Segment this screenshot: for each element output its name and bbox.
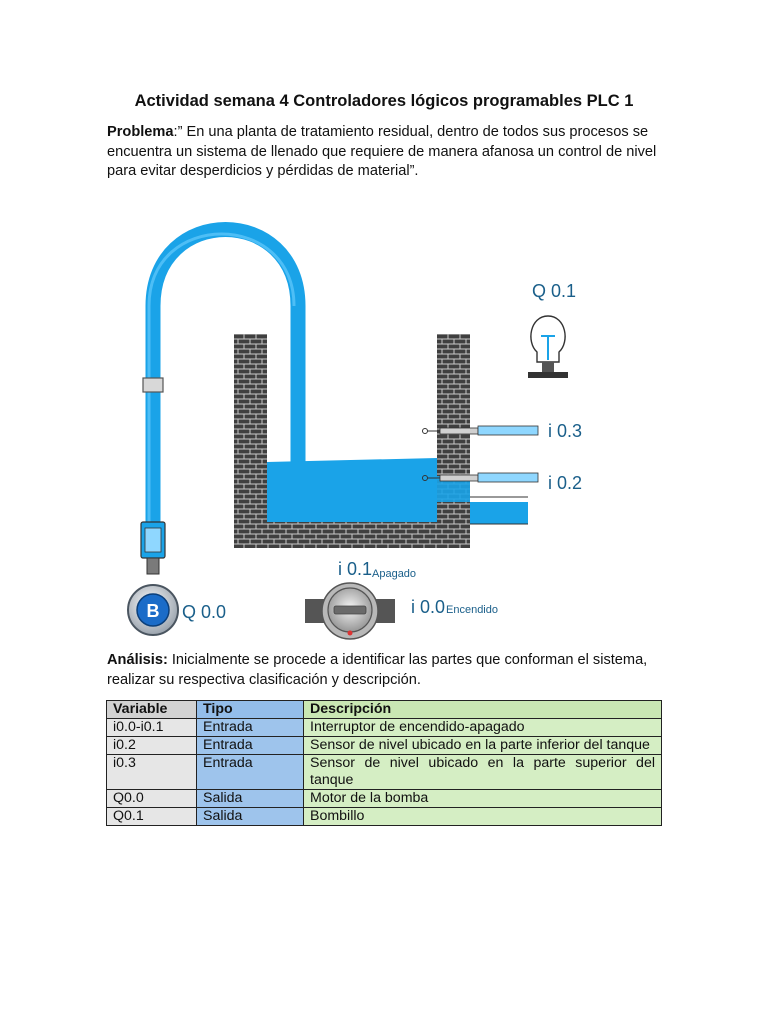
cell-tipo: Salida xyxy=(197,790,304,808)
pump-letter: B xyxy=(146,601,160,621)
switch-on-text: Encendido xyxy=(446,604,498,616)
cell-variable: i0.3 xyxy=(107,755,197,790)
problem-label: Problema xyxy=(107,124,174,140)
cell-descripcion: Bombillo xyxy=(304,808,662,826)
tank-water xyxy=(267,458,437,522)
analysis-paragraph xyxy=(107,651,663,690)
page-title: Actividad semana 4 Controladores lógicos programables PLC 1 xyxy=(134,92,634,110)
switch-off-label: i 0.1 xyxy=(338,559,373,579)
cell-variable: i0.0-i0.1 xyxy=(107,719,197,737)
sensor-low-label: i 0.2 xyxy=(548,473,583,493)
tank-floor xyxy=(234,522,470,548)
cell-tipo: Salida xyxy=(197,808,304,826)
problem-statement xyxy=(107,123,663,182)
pipe-clamp xyxy=(143,378,163,392)
switch-on-label: i 0.0 xyxy=(411,597,446,617)
cell-tipo: Entrada xyxy=(197,737,304,755)
table-row xyxy=(107,755,662,790)
cell-variable: i0.2 xyxy=(107,737,197,755)
header-descripcion: Descripción xyxy=(304,701,662,719)
table-row xyxy=(107,719,662,737)
header-tipo: Tipo xyxy=(197,701,304,719)
cell-tipo: Entrada xyxy=(197,719,304,737)
pump-label: Q 0.0 xyxy=(182,602,227,622)
table-header-row xyxy=(107,701,662,719)
cell-variable: Q0.1 xyxy=(107,808,197,826)
selector-switch xyxy=(305,583,395,639)
variables-table xyxy=(106,700,662,826)
analysis-text: Inicialmente se procede a identificar las partes que conforman el sistema, realizar su respectiva clasificación y descripción. xyxy=(107,652,648,688)
switch-off-text: Apagado xyxy=(372,568,417,580)
tank-left-wall xyxy=(234,334,267,548)
sensor-high-label: i 0.3 xyxy=(548,421,583,441)
tank xyxy=(234,334,528,548)
cell-descripcion: Interruptor de encendido-apagado xyxy=(304,719,662,737)
table-row xyxy=(107,808,662,826)
header-variable: Variable xyxy=(107,701,197,719)
level-control-diagram xyxy=(100,214,660,646)
tank-right-wall xyxy=(437,334,470,548)
cell-variable: Q0.0 xyxy=(107,790,197,808)
table-row xyxy=(107,737,662,755)
analysis-label: Análisis: xyxy=(107,652,168,668)
cell-descripcion: Sensor de nivel ubicado en la parte superior del tanque xyxy=(304,755,662,790)
cell-tipo: Entrada xyxy=(197,755,304,790)
cell-descripcion: Motor de la bomba xyxy=(304,790,662,808)
problem-text: ” En una planta de tratamiento residual, dentro de todos sus procesos se encuentra un sistema de llenado que requiere de manera afanosa un control de nivel para evitar desperdicios y pérdidas de material”. xyxy=(107,124,657,179)
cell-descripcion: Sensor de nivel ubicado en la parte inferior del tanque xyxy=(304,737,662,755)
tank-outlet xyxy=(470,502,528,524)
lamp-label: Q 0.1 xyxy=(532,281,577,301)
problem-separator: : xyxy=(173,124,178,140)
table-row xyxy=(107,790,662,808)
lamp xyxy=(528,316,568,378)
